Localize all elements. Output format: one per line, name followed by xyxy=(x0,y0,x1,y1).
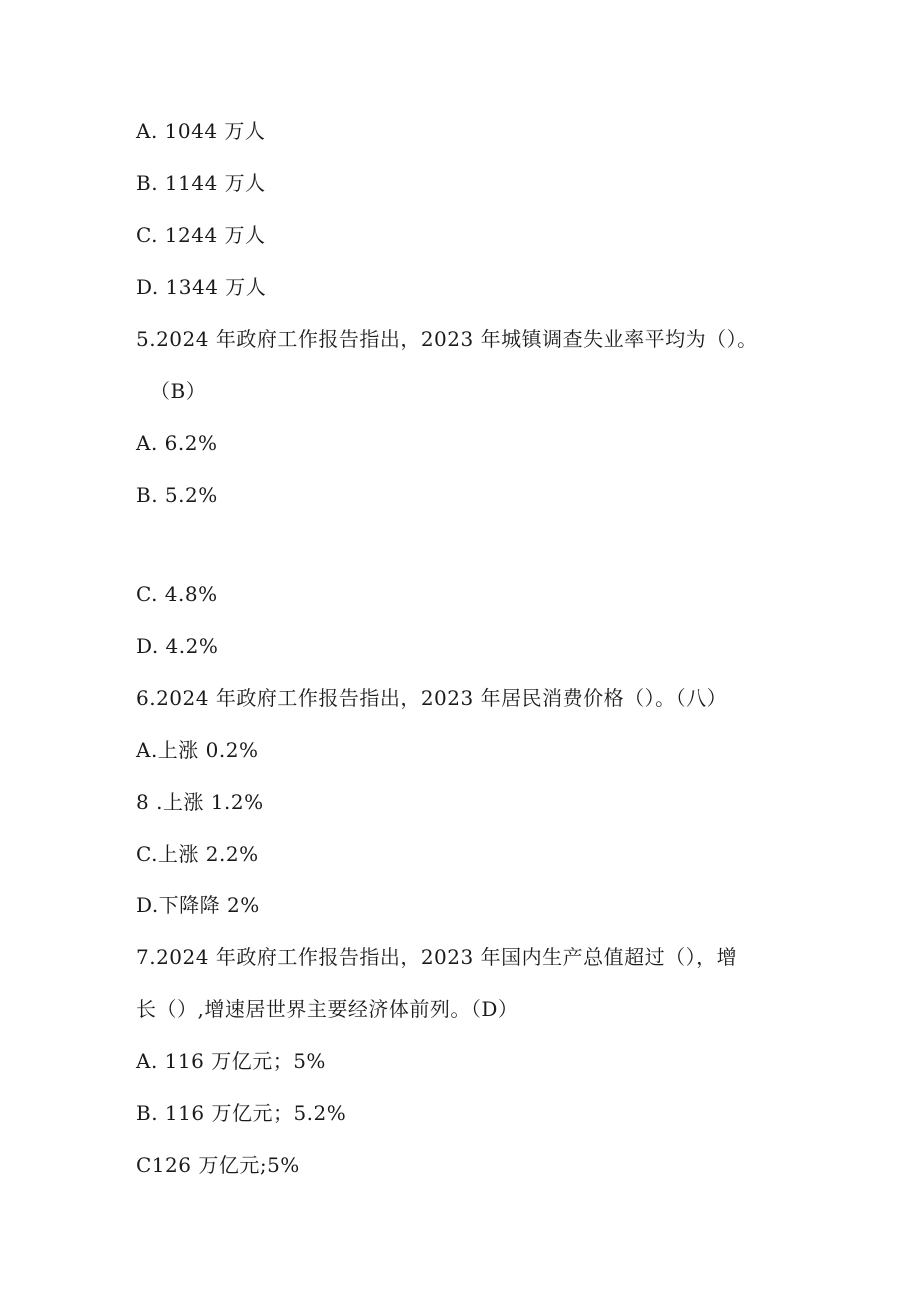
option-a-q4: A. 1044 万人 xyxy=(136,119,266,143)
option-d-q5: D. 4.2% xyxy=(136,634,219,658)
question-5-text: 5.2024 年政府工作报告指出，2023 年城镇调查失业率平均为（）。 xyxy=(136,327,758,351)
option-b-q6: 8 .上涨 1.2% xyxy=(136,790,264,814)
option-c-q7: C126 万亿元;5% xyxy=(136,1153,300,1177)
option-a-q6: A.上涨 0.2% xyxy=(136,738,259,762)
option-a-q7: A. 116 万亿元；5% xyxy=(136,1049,326,1073)
option-d-q6: D.下降降 2% xyxy=(136,893,260,917)
option-b-q4: B. 1144 万人 xyxy=(136,171,266,195)
option-c-q4: C. 1244 万人 xyxy=(136,223,266,247)
question-7-text-line1: 7.2024 年政府工作报告指出，2023 年国内生产总值超过（），增 xyxy=(136,945,738,969)
option-c-q5: C. 4.8% xyxy=(136,582,218,606)
option-d-q4: D. 1344 万人 xyxy=(136,275,267,299)
question-5-answer: （B） xyxy=(150,379,207,403)
option-c-q6: C.上涨 2.2% xyxy=(136,842,259,866)
option-a-q5: A. 6.2% xyxy=(136,431,218,455)
option-b-q7: B. 116 万亿元；5.2% xyxy=(136,1101,347,1125)
question-7-text-line2: 长（）,增速居世界主要经济体前列。（D） xyxy=(136,997,519,1021)
question-6-text: 6.2024 年政府工作报告指出，2023 年居民消费价格（）。（八） xyxy=(136,686,728,710)
option-b-q5: B. 5.2% xyxy=(136,483,218,507)
